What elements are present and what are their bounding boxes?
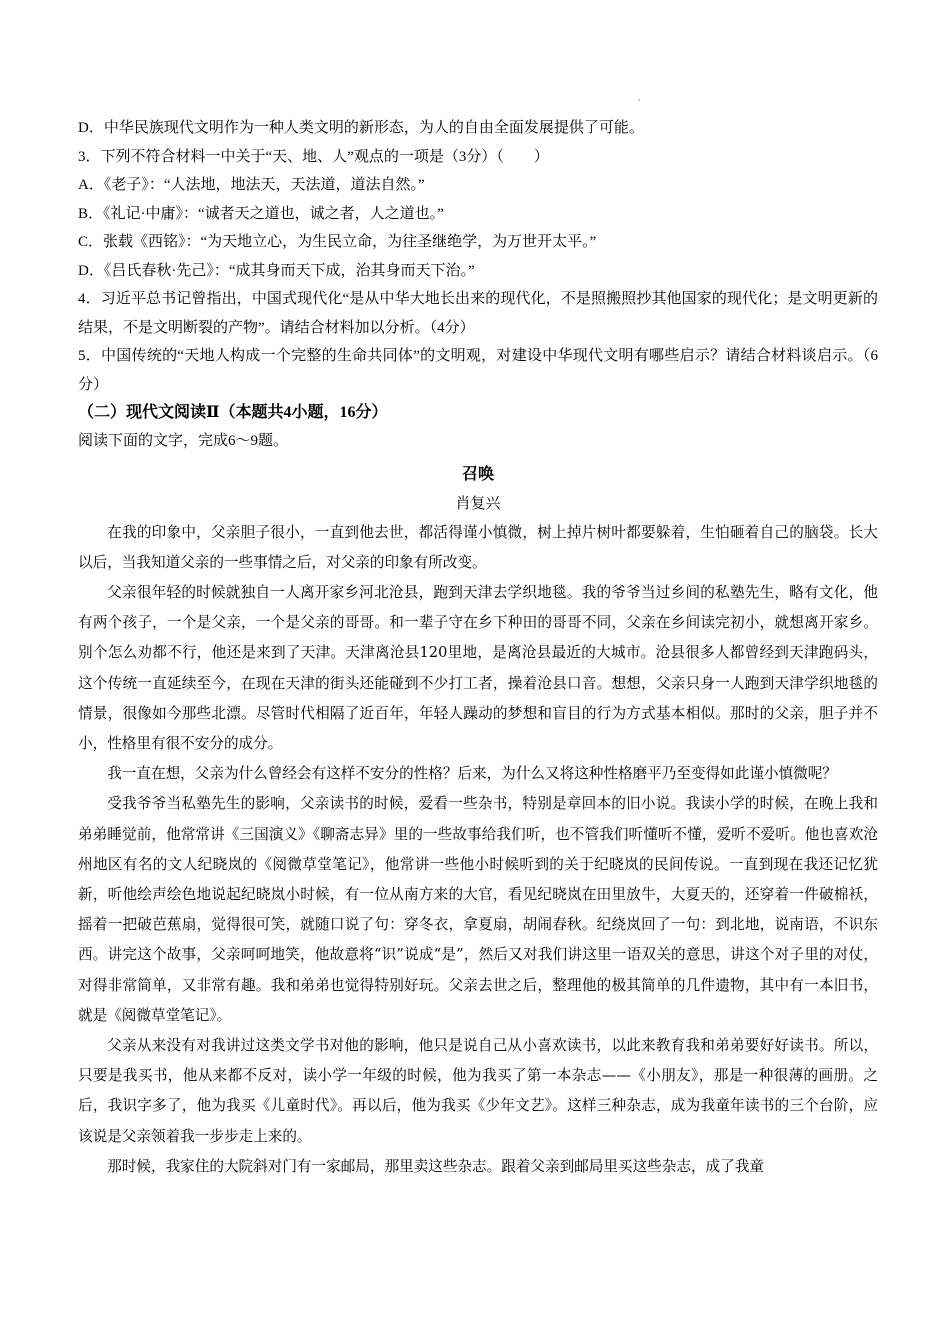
article-paragraph: 那时候，我家住的大院斜对门有一家邮局，那里卖这些杂志。跟着父亲到邮局里买这些杂志，成了我童 (107, 1157, 764, 1175)
q5-question: 5．中国传统的“天地人构成一个完整的生命共同体”的文明观，对建设中华现代文明有哪些启示？请结合材料谈启示。（6分） (78, 348, 878, 393)
q3-option-d: D．《吕氏春秋·先己》：“成其身而天下成，治其身而天下治。” (78, 262, 475, 279)
q4-question: 4．习近平总书记曾指出，中国式现代化“是从中华大地长出来的现代化，不是照搬照抄其他国家的现代化；是文明更新的结果，不是文明断裂的产物”。请结合材料加以分析。（4分） (78, 291, 878, 336)
article-paragraph: 父亲从来没有对我讲过这类文学书对他的影响，他只是说自己从小喜欢读书，以此来教育我和弟弟要好好读书。所以，只要是我买书，他从来都不反对，读小学一年级的时候，他为我买了第一本杂志——《小朋友》，那是一种很薄的画册。之后，我识字多了，他为我买《儿童时代》。再以后，他为我买《少年文艺》。这样三种杂志，成为我童年读书的三个台阶，应该说是父亲领着我一步步走上来的。 (78, 1036, 878, 1145)
q3-option-c: C．张载《西铭》：“为天地立心，为生民立命，为往圣继绝学，为万世开太平。” (78, 234, 597, 250)
article-paragraph: 在我的印象中，父亲胆子很小，一直到他去世，都活得谨小慎微，树上掉片树叶都要躲着，生怕砸着自己的脑袋。长大以后，当我知道父亲的一些事情之后，对父亲的印象有所改变。 (78, 523, 878, 571)
scan-speck (638, 99, 640, 101)
q3-option-a: A．《老子》：“人法地，地法天，天法道，道法自然。” (78, 177, 425, 193)
article-title: 召唤 (461, 465, 494, 483)
section-heading: （二）现代文阅读Ⅱ（本题共4小题，16分） (78, 404, 388, 421)
article-paragraph: 受我爷爷当私塾先生的影响，父亲读书的时候，爱看一些杂书，特别是章回本的旧小说。我读小学的时候，在晚上我和弟弟睡觉前，他常常讲《三国演义》《聊斋志异》里的一些故事给我们听，也不管我们听懂听不懂，爱听不爱听。他也喜欢沧州地区有名的文人纪晓岚的《阅微草堂笔记》，他常讲一些他小时候听到的关于纪晓岚的民间传说。一直到现在我还记忆犹新，听他绘声绘色地说起纪晓岚小时候，有一位从南方来的大官，看见纪晓岚在田里放牛，大夏天的，还穿着一件破棉袄，摇着一把破芭蕉扇，觉得很可笑，就随口说了句：穿冬衣，拿夏扇，胡闹春秋。纪绕岚回了一句：到北地，说南语，不识东西。讲完这个故事，父亲呵呵地笑，他故意将“识”说成“是”，然后又对我们讲这里一语双关的意思，讲这个对子里的对仗，对得非常简单，又非常有趣。我和弟弟也觉得特别好玩。父亲去世之后，整理他的极其简单的几件遗物，其中有一本旧书，就是《阅微草堂笔记》。 (78, 795, 878, 1024)
q3-option-b: B．《礼记·中庸》：“诚者天之道也，诚之者，人之道也。” (78, 205, 444, 222)
section-instruction: 阅读下面的文字，完成6～9题。 (78, 433, 289, 449)
exam-page (78, 114, 878, 1182)
article-author: 肖复兴 (455, 495, 501, 512)
q3-stem: 3．下列不符合材料一中关于“天、地、人”观点的一项是（3分）（ ） (78, 148, 549, 165)
q2-option-d: D．中华民族现代文明作为一种人类文明的新形态，为人的自由全面发展提供了可能。 (78, 120, 644, 136)
article-paragraph: 父亲很年轻的时候就独自一人离开家乡河北沧县，跑到天津去学织地毯。我的爷爷当过乡间的私塾先生，略有文化，他有两个孩子，一个是父亲，一个是父亲的哥哥。和一辈子守在乡下种田的哥哥不同，父亲在乡间读完初小，就想离开家乡。别个怎么劝都不行，他还是来到了天津。天津离沧县120里地，是离沧县最近的大城市。沧县很多人都曾经到天津跑码头，这个传统一直延续至今，在现在天津的街头还能碰到不少打工者，操着沧县口音。想想，父亲只身一人跑到天津学织地毯的情景，很像如今那些北漂。尽管时代相隔了近百年，年轻人躁动的梦想和盲目的行为方式基本相似。那时的父亲，胆子并不小，性格里有很不安分的成分。 (78, 583, 878, 752)
article-paragraph: 我一直在想，父亲为什么曾经会有这样不安分的性格？后来，为什么又将这种性格磨平乃至变得如此谨小慎微呢？ (107, 765, 837, 783)
